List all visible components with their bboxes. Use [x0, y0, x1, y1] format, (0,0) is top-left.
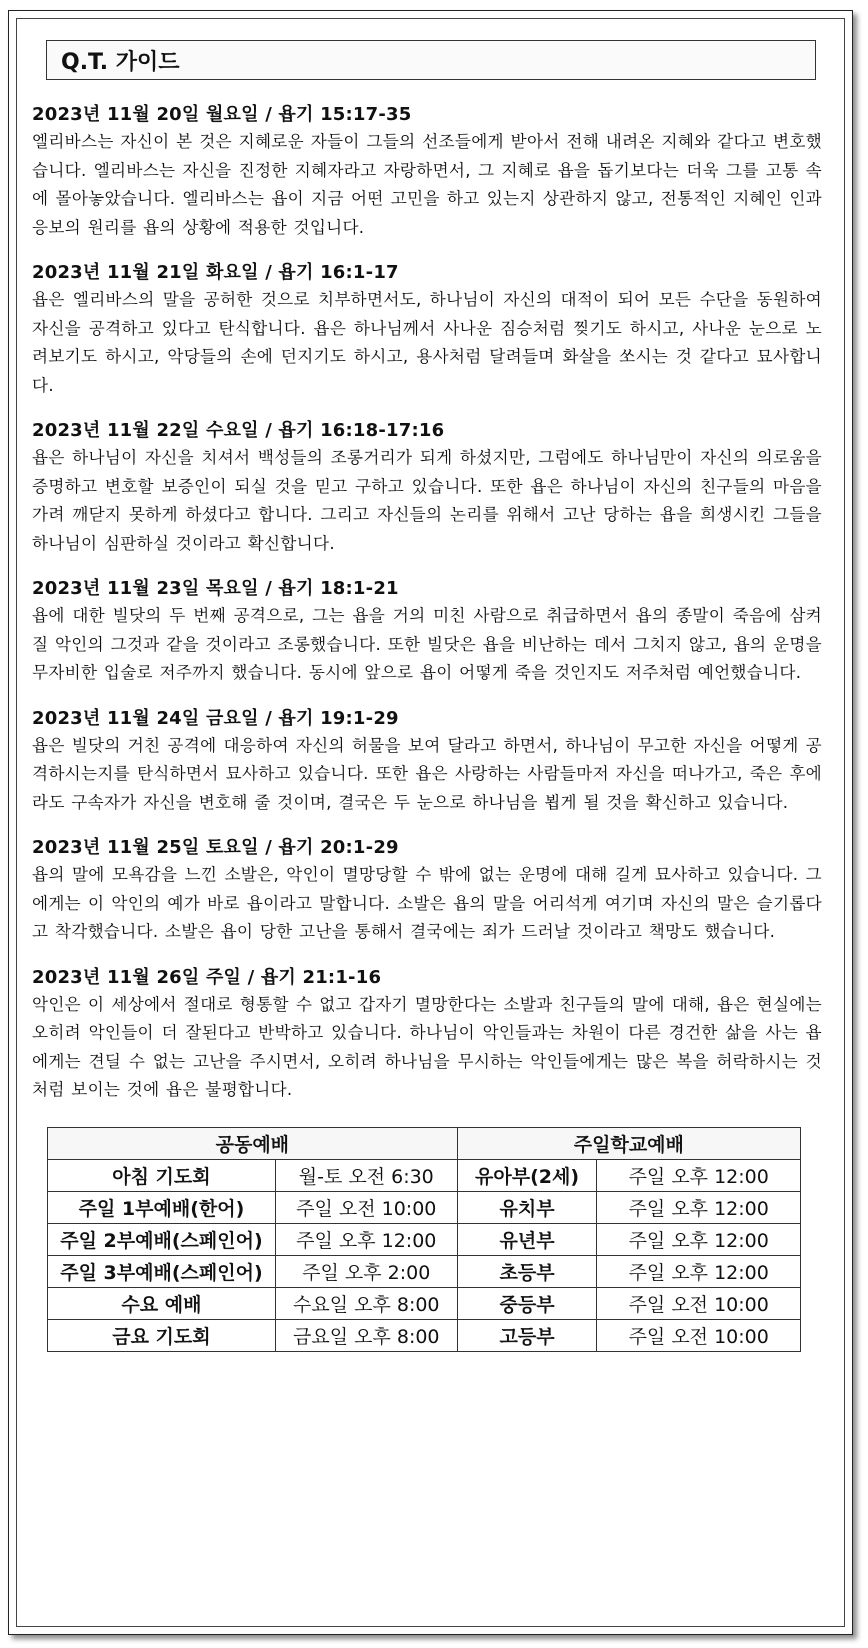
service-time: 금요일 오후 8:00: [275, 1319, 457, 1351]
qt-entry: [32, 418, 822, 558]
service-time: 주일 오후 2:00: [275, 1255, 457, 1287]
entry-body: 욥은 엘리바스의 말을 공허한 것으로 치부하면서도, 하나님이 자신의 대적이 되어 모든 수단을 동원하여 자신을 공격하고 있다고 탄식합니다. 욥은 하나님께서 사나운 짐승처럼 찢기도 하시고, 사나운 눈으로 노려보기도 하시고, 악당들의 손에 던지기도 하시고, 용사처럼 달려들며 화살을 쏘시는 것 같다고 묘사합니다.: [32, 290, 822, 395]
header-sunday-school: 주일학교예배: [457, 1127, 800, 1159]
entry-body: 욥은 하나님이 자신을 치셔서 백성들의 조롱거리가 되게 하셨지만, 그럼에도 하나님만이 자신의 의로움을 증명하고 변호할 보증인이 되실 것을 믿고 구하고 있습니다. 또한 욥은 하나님이 자신의 친구들의 마음을 가려 깨닫지 못하게 하셨다고 합니다. 그리고 자신들의 논리를 위해서 고난 당하는 욥을 희생시킨 그들을 하나님이 심판하실 것이라고 확신합니다.: [32, 448, 822, 553]
department-name: 중등부: [457, 1287, 597, 1319]
qt-entry: [32, 965, 822, 1105]
service-name: 주일 1부예배(한어): [48, 1191, 276, 1223]
department-time: 주일 오후 12:00: [597, 1191, 801, 1223]
department-time: 주일 오후 12:00: [597, 1159, 801, 1191]
table-row: [48, 1159, 801, 1191]
department-time: 주일 오전 10:00: [597, 1319, 801, 1351]
entry-heading: 2023년 11월 21일 화요일 / 욥기 16:1-17: [32, 262, 399, 283]
qt-entry: [32, 102, 822, 242]
entry-heading: 2023년 11월 22일 수요일 / 욥기 16:18-17:16: [32, 420, 445, 441]
service-time: 수요일 오후 8:00: [275, 1287, 457, 1319]
worship-schedule-table: [47, 1127, 801, 1352]
table-row: [48, 1319, 801, 1351]
table-header-row: [48, 1127, 801, 1159]
department-name: 유아부(2세): [457, 1159, 597, 1191]
department-time: 주일 오전 10:00: [597, 1287, 801, 1319]
entry-heading: 2023년 11월 26일 주일 / 욥기 21:1-16: [32, 966, 382, 988]
header-common-worship: 공동예배: [48, 1127, 458, 1159]
table-row: [48, 1223, 801, 1255]
entry-heading: 2023년 11월 24일 금요일 / 욥기 19:1-29: [32, 707, 399, 729]
qt-entry: [32, 260, 822, 400]
department-time: 주일 오후 12:00: [597, 1255, 801, 1287]
entry-body: 엘리바스는 자신이 본 것은 지혜로운 자들이 그들의 선조들에게 받아서 전해 내려온 지혜와 같다고 변호했습니다. 엘리바스는 자신을 진정한 지혜자라고 자랑하면서, 그 지혜로 욥을 돕기보다는 더욱 그를 고통 속에 몰아놓았습니다. 엘리바스는 욥이 지금 어떤 고민을 하고 있는지 상관하지 않고, 전통적인 지혜인 인과응보의 원리를 욥의 상황에 적용한 것입니다.: [32, 132, 822, 237]
table-row: [48, 1255, 801, 1287]
guide-title: Q.T. 가이드: [46, 40, 816, 80]
entry-body: 악인은 이 세상에서 절대로 형통할 수 없고 갑자기 멸망한다는 소발과 친구들의 말에 대해, 욥은 현실에는 오히려 악인들이 더 잘된다고 반박하고 있습니다. 하나님이 악인들과는 차원이 다른 경건한 삶을 사는 욥에게는 견딜 수 없는 고난을 주시면서, 오히려 하나님을 무시하는 악인들에게는 많은 복을 허락하시는 것처럼 보이는 것에 욥은 불평합니다.: [32, 994, 822, 1099]
entry-body: 욥의 말에 모욕감을 느낀 소발은, 악인이 멸망당할 수 밖에 없는 운명에 대해 길게 묘사하고 있습니다. 그에게는 이 악인의 예가 바로 욥이라고 말합니다. 소발은 욥의 말을 어리석게 여기며 자신의 말은 슬기롭다고 착각했습니다. 소발은 욥이 당한 고난을 통해서 결국에는 죄가 드러날 것이라고 책망도 했습니다.: [32, 865, 822, 941]
department-time: 주일 오후 12:00: [597, 1223, 801, 1255]
department-name: 유치부: [457, 1191, 597, 1223]
department-name: 고등부: [457, 1319, 597, 1351]
service-name: 아침 기도회: [48, 1159, 276, 1191]
service-name: 수요 예배: [48, 1287, 276, 1319]
entry-body: 욥은 빌닷의 거친 공격에 대응하여 자신의 허물을 보여 달라고 하면서, 하나님이 무고한 자신을 어떻게 공격하시는지를 탄식하면서 묘사하고 있습니다. 또한 욥은 사랑하는 사람들마저 자신을 떠나가고, 죽은 후에라도 구속자가 자신을 변호해 줄 것이며, 결국은 두 눈으로 하나님을 뵙게 될 것을 확신하고 있습니다.: [32, 735, 822, 812]
service-name: 금요 기도회: [48, 1319, 276, 1351]
entry-heading: 2023년 11월 20일 월요일 / 욥기 15:17-35: [32, 104, 412, 125]
service-name: 주일 2부예배(스페인어): [48, 1223, 276, 1255]
department-name: 초등부: [457, 1255, 597, 1287]
bulletin-content: [32, 40, 822, 1352]
table-row: [48, 1191, 801, 1223]
qt-entries: [32, 102, 822, 1105]
qt-entry: [32, 835, 822, 947]
qt-entry: [32, 706, 822, 818]
service-time: 주일 오전 10:00: [275, 1191, 457, 1223]
service-time: 주일 오후 12:00: [275, 1223, 457, 1255]
service-time: 월-토 오전 6:30: [275, 1159, 457, 1191]
service-name: 주일 3부예배(스페인어): [48, 1255, 276, 1287]
entry-heading: 2023년 11월 23일 목요일 / 욥기 18:1-21: [32, 578, 399, 599]
department-name: 유년부: [457, 1223, 597, 1255]
entry-body: 욥에 대한 빌닷의 두 번째 공격으로, 그는 욥을 거의 미친 사람으로 취급하면서 욥의 종말이 죽음에 삼켜질 악인의 그것과 같을 것이라고 조롱했습니다. 또한 빌닷은 욥을 비난하는 데서 그치지 않고, 욥의 운명을 무자비한 입술로 저주까지 했습니다. 동시에 앞으로 욥이 어떻게 죽을 것인지도 저주처럼 예언했습니다.: [32, 606, 822, 682]
table-row: [48, 1287, 801, 1319]
qt-entry: [32, 576, 822, 688]
entry-heading: 2023년 11월 25일 토요일 / 욥기 20:1-29: [32, 837, 399, 858]
